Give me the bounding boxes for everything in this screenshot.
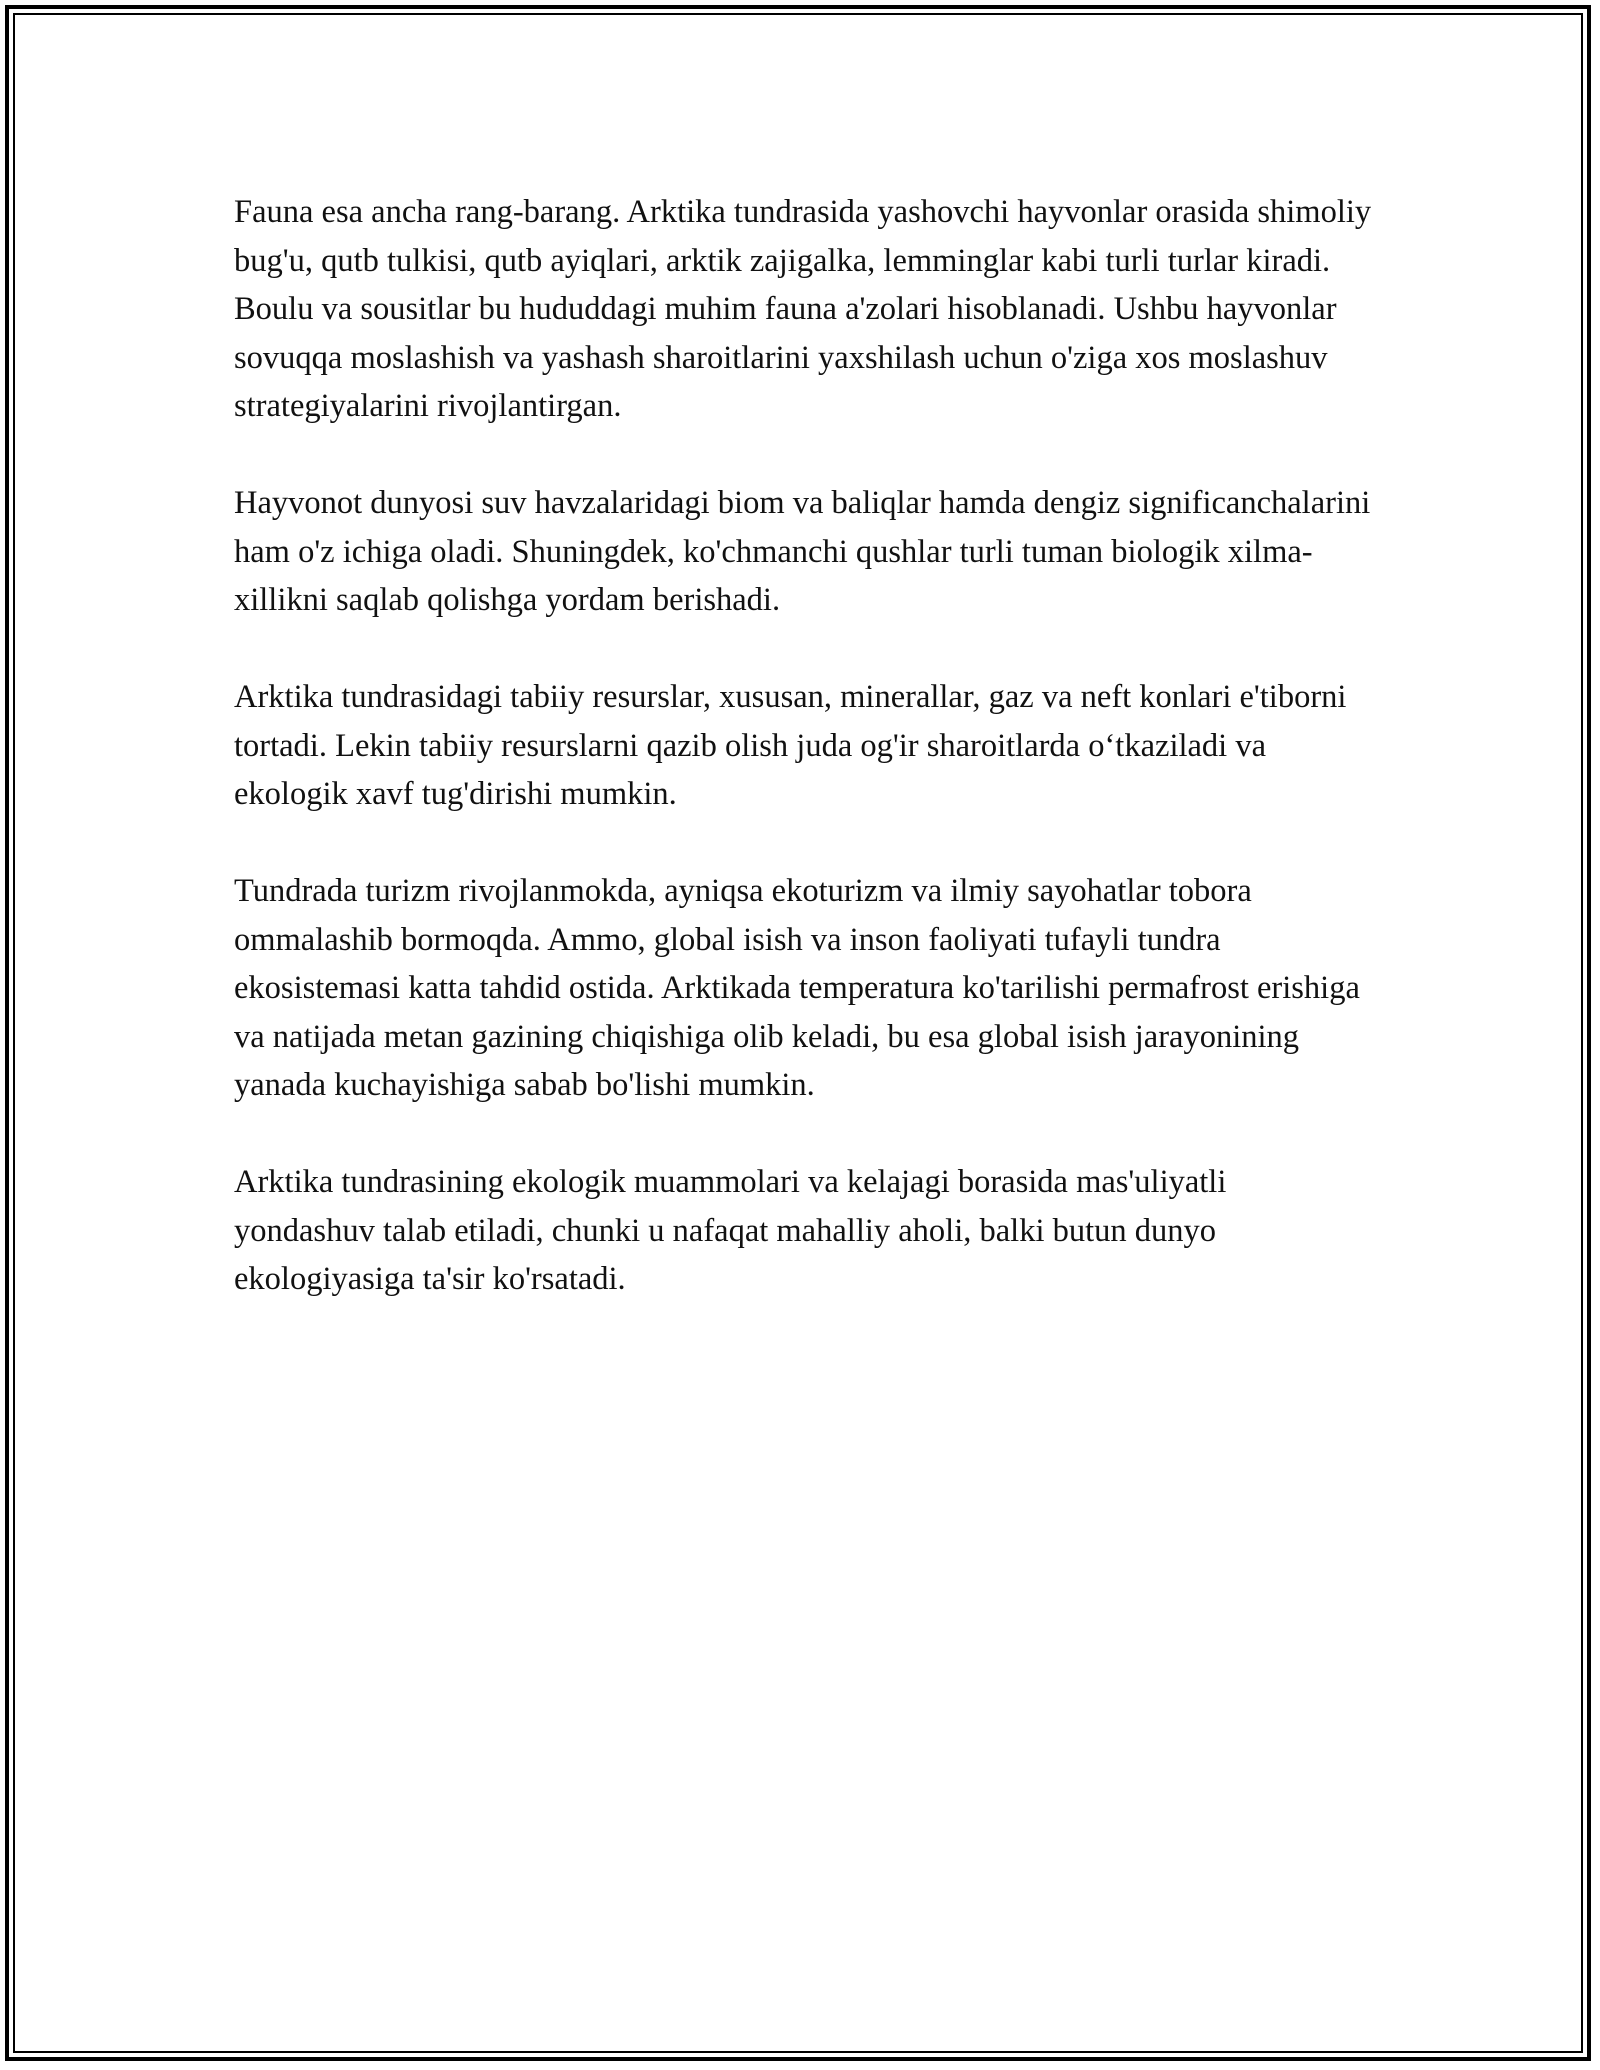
paragraph-animal-world: Hayvonot dunyosi suv havzalaridagi biom va baliqlar hamda dengiz significanchalarini ham o'z ichiga oladi. Shuningdek, ko'chmanchi qushlar turli tuman biologik xilma-xillikni saqlab qolishga yordam berishadi. <box>234 485 1371 618</box>
paragraph-fauna: Fauna esa ancha rang-barang. Arktika tundrasida yashovchi hayvonlar orasida shimoliy bug'u, qutb tulkisi, qutb ayiqlari, arktik zajigalka, lemminglar kabi turli turlar kiradi. Boulu va sousitlar bu hududdagi muhim fauna a'zolari hisoblanadi. Ushbu hayvonlar sovuqqa moslashish va yashash sharoitlarini yaxshilash uchun o'ziga xos moslashuv strategiyalarini rivojlantirgan. <box>234 194 1372 424</box>
paragraph-tourism-warming: Tundrada turizm rivojlanmokda, ayniqsa ekoturizm va ilmiy sayohatlar tobora ommalashib bormoqda. Ammo, global isish va inson faoliyati tufayli tundra ekosistemasi katta tahdid ostida. Arktikada temperatura ko'tarilishi permafrost erishiga va natijada metan gazining chiqishiga olib keladi, bu esa global isish jarayonining yanada kuchayishiga sabab bo'lishi mumkin. <box>234 873 1360 1103</box>
document-body <box>234 188 1374 1304</box>
paragraph-responsibility: Arktika tundrasining ekologik muammolari va kelajagi borasida mas'uliyatli yondashuv talab etiladi, chunki u nafaqat mahalliy aholi, balki butun dunyo ekologiyasiga ta'sir ko'rsatadi. <box>234 1164 1227 1297</box>
paragraph-natural-resources: Arktika tundrasidagi tabiiy resurslar, xususan, minerallar, gaz va neft konlari e'tiborni tortadi. Lekin tabiiy resurslarni qazib olish juda og'ir sharoitlarda o‘tkaziladi va ekologik xavf tug'dirishi mumkin. <box>234 679 1347 812</box>
